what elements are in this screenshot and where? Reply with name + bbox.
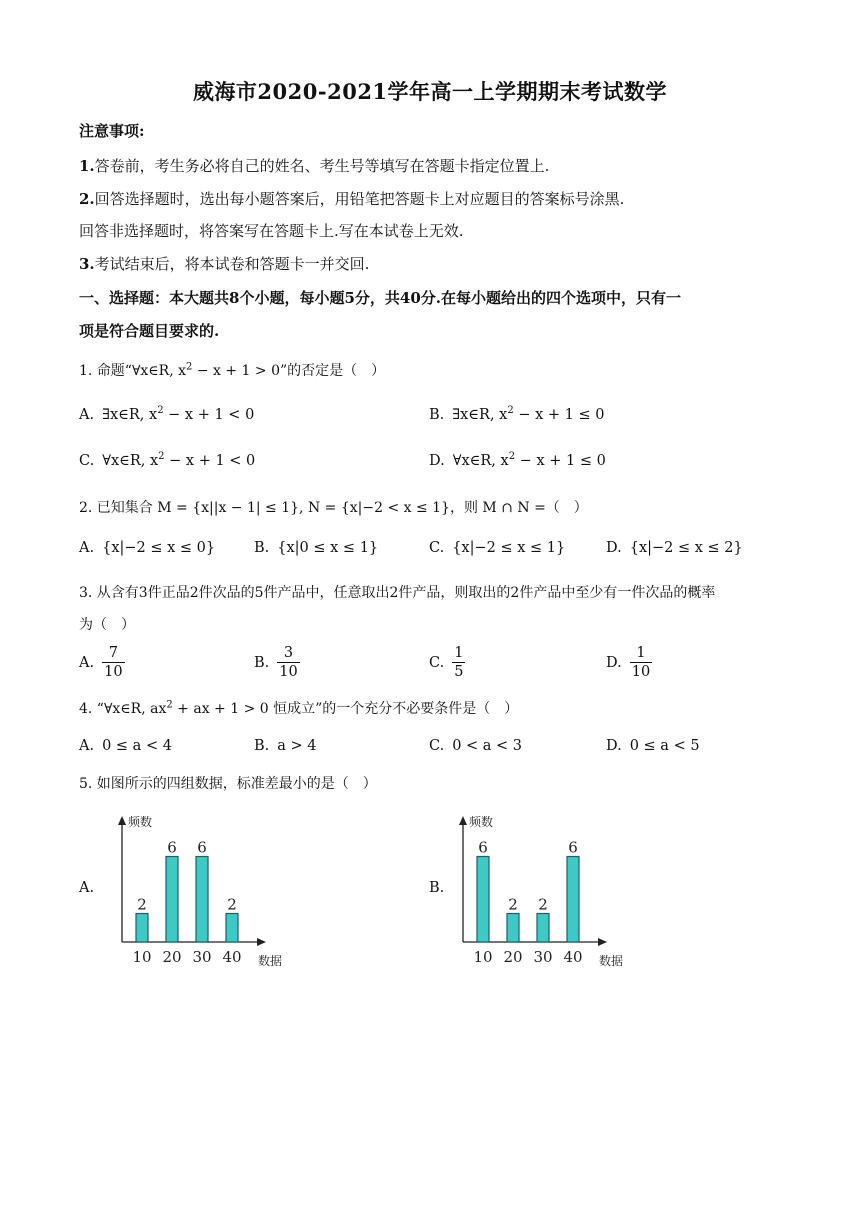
x-axis-arrow xyxy=(257,938,266,946)
q4-option-a[interactable]: A. 0 ≤ a < 4 xyxy=(79,738,172,754)
bar-30 xyxy=(537,914,549,943)
note-2-num: 2. xyxy=(79,190,95,208)
q1-option-b[interactable]: B. ∃x∈R, $x^2 - x + 1 \le 0$ xyxy=(429,405,605,423)
note-1-num: 1. xyxy=(79,157,95,175)
tick-label-30: 30 xyxy=(192,948,212,966)
q3-stem-line2: 为（ ） xyxy=(79,617,135,633)
q4-option-d[interactable]: D. 0 ≤ a < 5 xyxy=(606,738,700,754)
q4-stem: 4. “∀x∈R, $ax^2$ + ax + 1 > 0 恒成立”的一个充分不必要条件是（ ） xyxy=(79,699,519,717)
bar-10 xyxy=(477,857,489,943)
tick-label-20: 20 xyxy=(162,948,182,966)
tick-label-10: 10 xyxy=(132,948,152,966)
data-label-40: 2 xyxy=(227,895,237,914)
q5-stem: 5. 如图所示的四组数据，标准差最小的是（ ） xyxy=(79,776,377,792)
section-1-line2: 项是符合题目要求的. xyxy=(79,322,220,340)
note-1 xyxy=(79,155,549,176)
q2-stem: 2. 已知集合 M = {x||x − 1| ≤ 1}, N = {x|−2 < x ≤ 1}，则 M ∩ N =（ ） xyxy=(79,500,588,516)
note-2 xyxy=(79,188,624,209)
q2-option-a[interactable]: A. {x|−2 ≤ x ≤ 0} xyxy=(79,540,216,556)
bar-40 xyxy=(567,857,579,943)
q3-option-b[interactable]: B. $\frac{3}{10}$ xyxy=(254,645,298,681)
q1-option-a[interactable]: A. ∃x∈R, $x^2 - x + 1 < 0$ xyxy=(79,405,255,423)
note-3-num: 3. xyxy=(79,255,95,273)
section-1-line1: 一、选择题：本大题共8个小题，每小题5分，共40分.在每小题给出的四个选项中，只有一 xyxy=(79,289,681,307)
note-1-text: 答卷前，考生务必将自己的姓名、考生号等填写在答题卡指定位置上. xyxy=(94,157,550,175)
q2-option-d[interactable]: D. {x|−2 ≤ x ≤ 2} xyxy=(606,540,743,556)
data-label-20: 2 xyxy=(508,895,518,914)
bar-20 xyxy=(507,914,519,943)
histogram-b xyxy=(441,808,641,973)
tick-label-40: 40 xyxy=(563,948,583,966)
note-2-text: 回答选择题时，选出每小题答案后，用铅笔把答题卡上对应题目的答案标号涂黑. xyxy=(94,190,625,208)
x-axis-label: 数据 xyxy=(599,954,624,968)
q3-option-a[interactable]: A. $\frac{7}{10}$ xyxy=(79,645,123,681)
q3-option-d[interactable]: D. $\frac{1}{10}$ xyxy=(606,645,651,681)
tick-label-10: 10 xyxy=(473,948,493,966)
note-2b: 回答非选择题时，将答案写在答题卡上.写在本试卷上无效. xyxy=(79,222,464,240)
y-axis-label: 频数 xyxy=(128,815,153,829)
tick-label-20: 20 xyxy=(503,948,523,966)
q5-option-a-label[interactable]: A. xyxy=(79,880,95,896)
y-axis-arrow xyxy=(459,816,467,825)
q3-option-c[interactable]: C. $\frac{1}{5}$ xyxy=(429,645,464,681)
bar-10 xyxy=(136,914,148,943)
x-axis-label: 数据 xyxy=(258,954,283,968)
tick-label-30: 30 xyxy=(533,948,553,966)
y-axis-label: 频数 xyxy=(469,815,494,829)
tick-label-40: 40 xyxy=(222,948,242,966)
q1-option-d[interactable]: D. ∀x∈R, $x^2 - x + 1 \le 0$ xyxy=(429,451,606,469)
data-label-30: 6 xyxy=(197,838,207,857)
q1-stem: 1. 命题“∀x∈R, $x^2 - x + 1 > 0$”的否定是（ ） xyxy=(79,361,386,379)
x-axis-arrow xyxy=(598,938,607,946)
note-3-text: 考试结束后，将本试卷和答题卡一并交回. xyxy=(94,255,370,273)
q1-option-c[interactable]: C. ∀x∈R, $x^2 - x + 1 < 0$ xyxy=(79,451,256,469)
q4-option-c[interactable]: C. 0 < a < 3 xyxy=(429,738,523,754)
data-label-40: 6 xyxy=(568,838,578,857)
q2-option-c[interactable]: C. {x|−2 ≤ x ≤ 1} xyxy=(429,540,566,556)
data-label-10: 2 xyxy=(137,895,147,914)
histogram-a xyxy=(100,808,300,973)
data-label-20: 6 xyxy=(167,838,177,857)
data-label-30: 2 xyxy=(538,895,548,914)
q3-stem-line1: 3. 从含有3件正品2件次品的5件产品中，任意取出2件产品，则取出的2件产品中至少有一件次品的概率 xyxy=(79,585,716,601)
q4-option-b[interactable]: B. a > 4 xyxy=(254,738,317,754)
bar-30 xyxy=(196,857,208,943)
q2-option-b[interactable]: B. {x|0 ≤ x ≤ 1} xyxy=(254,540,379,556)
data-label-10: 6 xyxy=(478,838,488,857)
q5-option-b-label[interactable]: B. xyxy=(429,880,445,896)
page-title: 威海市2020-2021学年高一上学期期末考试数学 xyxy=(192,79,668,104)
y-axis-arrow xyxy=(118,816,126,825)
bar-40 xyxy=(226,914,238,943)
notes-heading: 注意事项: xyxy=(79,122,145,140)
note-3 xyxy=(79,253,369,274)
bar-20 xyxy=(166,857,178,943)
